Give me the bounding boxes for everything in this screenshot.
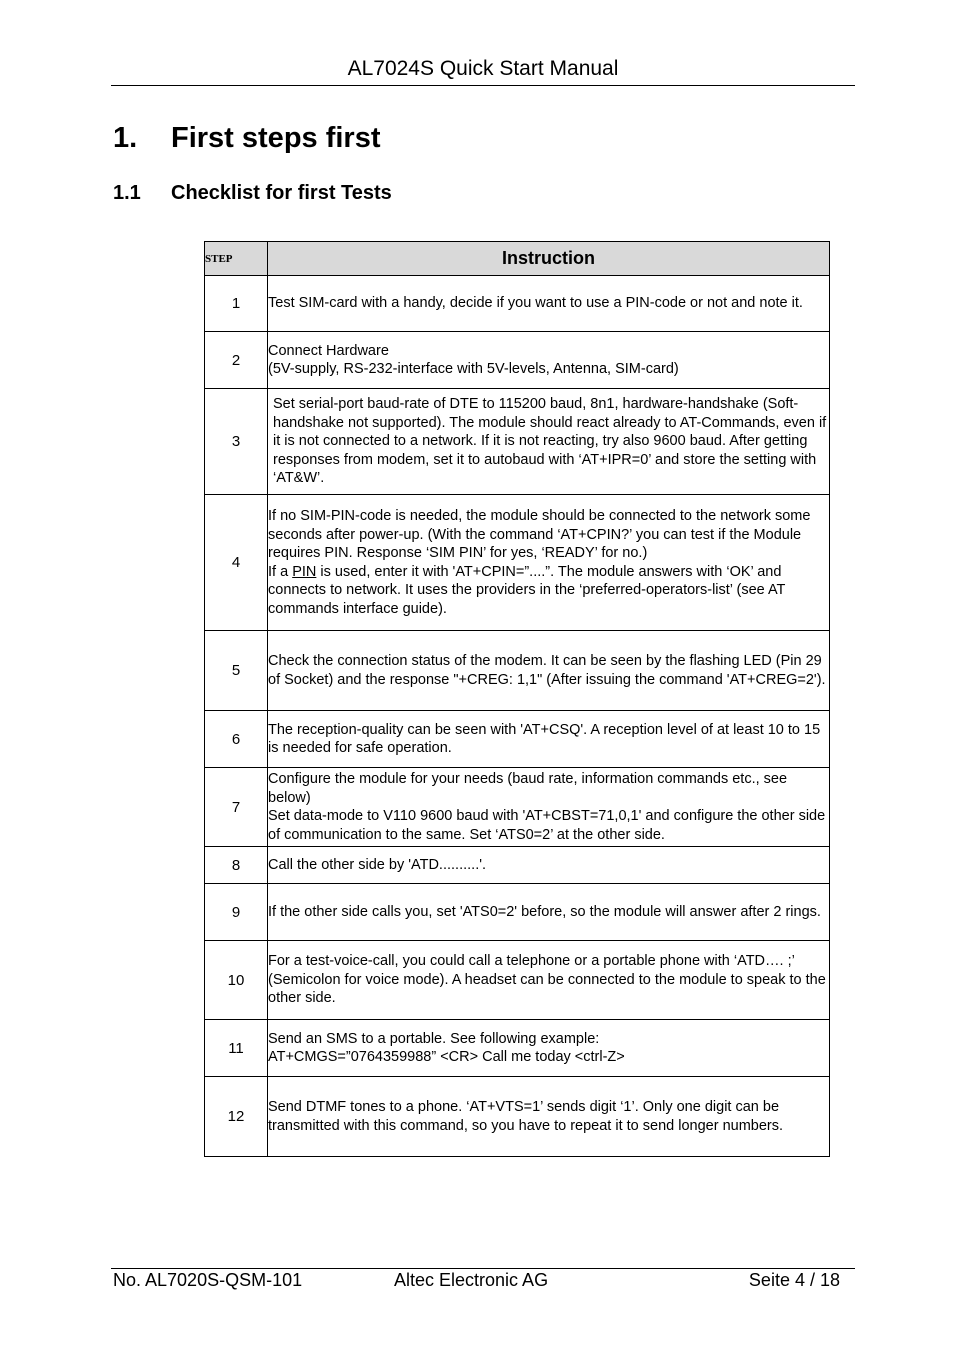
- section-number: 1.: [113, 122, 138, 154]
- footer-page-number: Seite 4 / 18: [748, 1270, 840, 1290]
- step-number: 12: [205, 1077, 268, 1157]
- step-number: 4: [205, 495, 268, 631]
- table-row: [205, 1077, 830, 1157]
- table-row: [205, 847, 830, 884]
- step-instruction: Call the other side by 'ATD..........'.: [268, 847, 830, 884]
- subsection-title: Checklist for first Tests: [171, 182, 392, 204]
- table-row: [205, 884, 830, 941]
- step-instruction: If the other side calls you, set 'ATS0=2' before, so the module will answer after 2 rings.: [268, 884, 830, 941]
- step-number: 2: [205, 332, 268, 389]
- step-instruction: Send an SMS to a portable. See following example: AT+CMGS=”0764359988” <CR> Call me today <ctrl-Z>: [268, 1020, 830, 1077]
- subsection-heading: [113, 182, 392, 205]
- table-row: [205, 389, 830, 495]
- table-row: [205, 631, 830, 711]
- step-instruction: Configure the module for your needs (baud rate, information commands etc., see below) Set data-mode to V110 9600 baud with 'AT+CBST=71,0,1' and configure the other side of communication to the same. Set ‘ATS0=2’ at the other side.: [268, 768, 830, 847]
- table-row: [205, 276, 830, 332]
- table-header-row: [205, 242, 830, 276]
- table-row: [205, 1020, 830, 1077]
- step-number: 11: [205, 1020, 268, 1077]
- checklist-table: [204, 241, 830, 1157]
- step-instruction: The reception-quality can be seen with 'AT+CSQ'. A reception level of at least 10 to 15 is needed for safe operation.: [268, 711, 830, 768]
- footer-divider: [111, 1268, 855, 1269]
- step-number: 6: [205, 711, 268, 768]
- step-number: 5: [205, 631, 268, 711]
- step-instruction: Connect Hardware (5V-supply, RS-232-interface with 5V-levels, Antenna, SIM-card): [268, 332, 830, 389]
- step-number: 3: [205, 389, 268, 495]
- page-header-title: AL7024S Quick Start Manual: [347, 57, 619, 80]
- footer-document-number: No. AL7020S-QSM-101: [113, 1270, 303, 1290]
- table-row: [205, 941, 830, 1020]
- section-heading: [113, 122, 381, 155]
- step-instruction-part: If no SIM-PIN-code is needed, the module should be connected to the network some seconds after power-up. (With the command ‘AT+CPIN?’ you can test if the Module requires PIN. Response ‘SIM PIN’ for yes, ‘READY’ for no.) If a: [268, 508, 811, 580]
- step-instruction: Set serial-port baud-rate of DTE to 115200 baud, 8n1, hardware-handshake (Soft-handshake not supported). The module should react already to AT-Commands, even if it is not connected to a network. If it is not reacting, try also 9600 baud. After getting responses from modem, set it to autobaud with ‘AT+IPR=0’ and store the setting with ‘AT&W’.: [268, 389, 830, 495]
- header-divider: [111, 85, 855, 86]
- table-row: [205, 332, 830, 389]
- table-row: [205, 768, 830, 847]
- footer-company: Altec Electronic AG: [394, 1270, 549, 1290]
- table-row: [205, 495, 830, 631]
- section-title: First steps first: [171, 122, 381, 154]
- step-number: 7: [205, 768, 268, 847]
- step-number: 10: [205, 941, 268, 1020]
- step-instruction: Test SIM-card with a handy, decide if you want to use a PIN-code or not and note it.: [268, 276, 830, 332]
- step-number: 1: [205, 276, 268, 332]
- step-instruction: Check the connection status of the modem. It can be seen by the flashing LED (Pin 29 of Socket) and the response "+CREG: 1,1" (After issuing the command 'AT+CREG=2').: [268, 631, 830, 711]
- column-header-step: STEP: [205, 242, 268, 276]
- step-number: 8: [205, 847, 268, 884]
- step-instruction-part: is used, enter it with 'AT+CPIN=”....”. The module answers with ‘OK’ and connects to network. It uses the providers in the ‘preferred-operators-list’ (see AT commands interface guide).: [268, 563, 786, 617]
- step-instruction: For a test-voice-call, you could call a telephone or a portable phone with ‘ATD…. ;’ (Semicolon for voice mode). A headset can be connected to the module to speak to the other side.: [268, 941, 830, 1020]
- step-instruction: Send DTMF tones to a phone. ‘AT+VTS=1’ sends digit ‘1’. Only one digit can be transmitted with this command, so you have to repeat it to send longer numbers.: [268, 1077, 830, 1157]
- pin-underlined-term: PIN: [292, 563, 317, 580]
- step-instruction: [268, 495, 830, 631]
- table-row: [205, 711, 830, 768]
- column-header-instruction: Instruction: [268, 242, 830, 276]
- subsection-number: 1.1: [113, 182, 141, 204]
- step-number: 9: [205, 884, 268, 941]
